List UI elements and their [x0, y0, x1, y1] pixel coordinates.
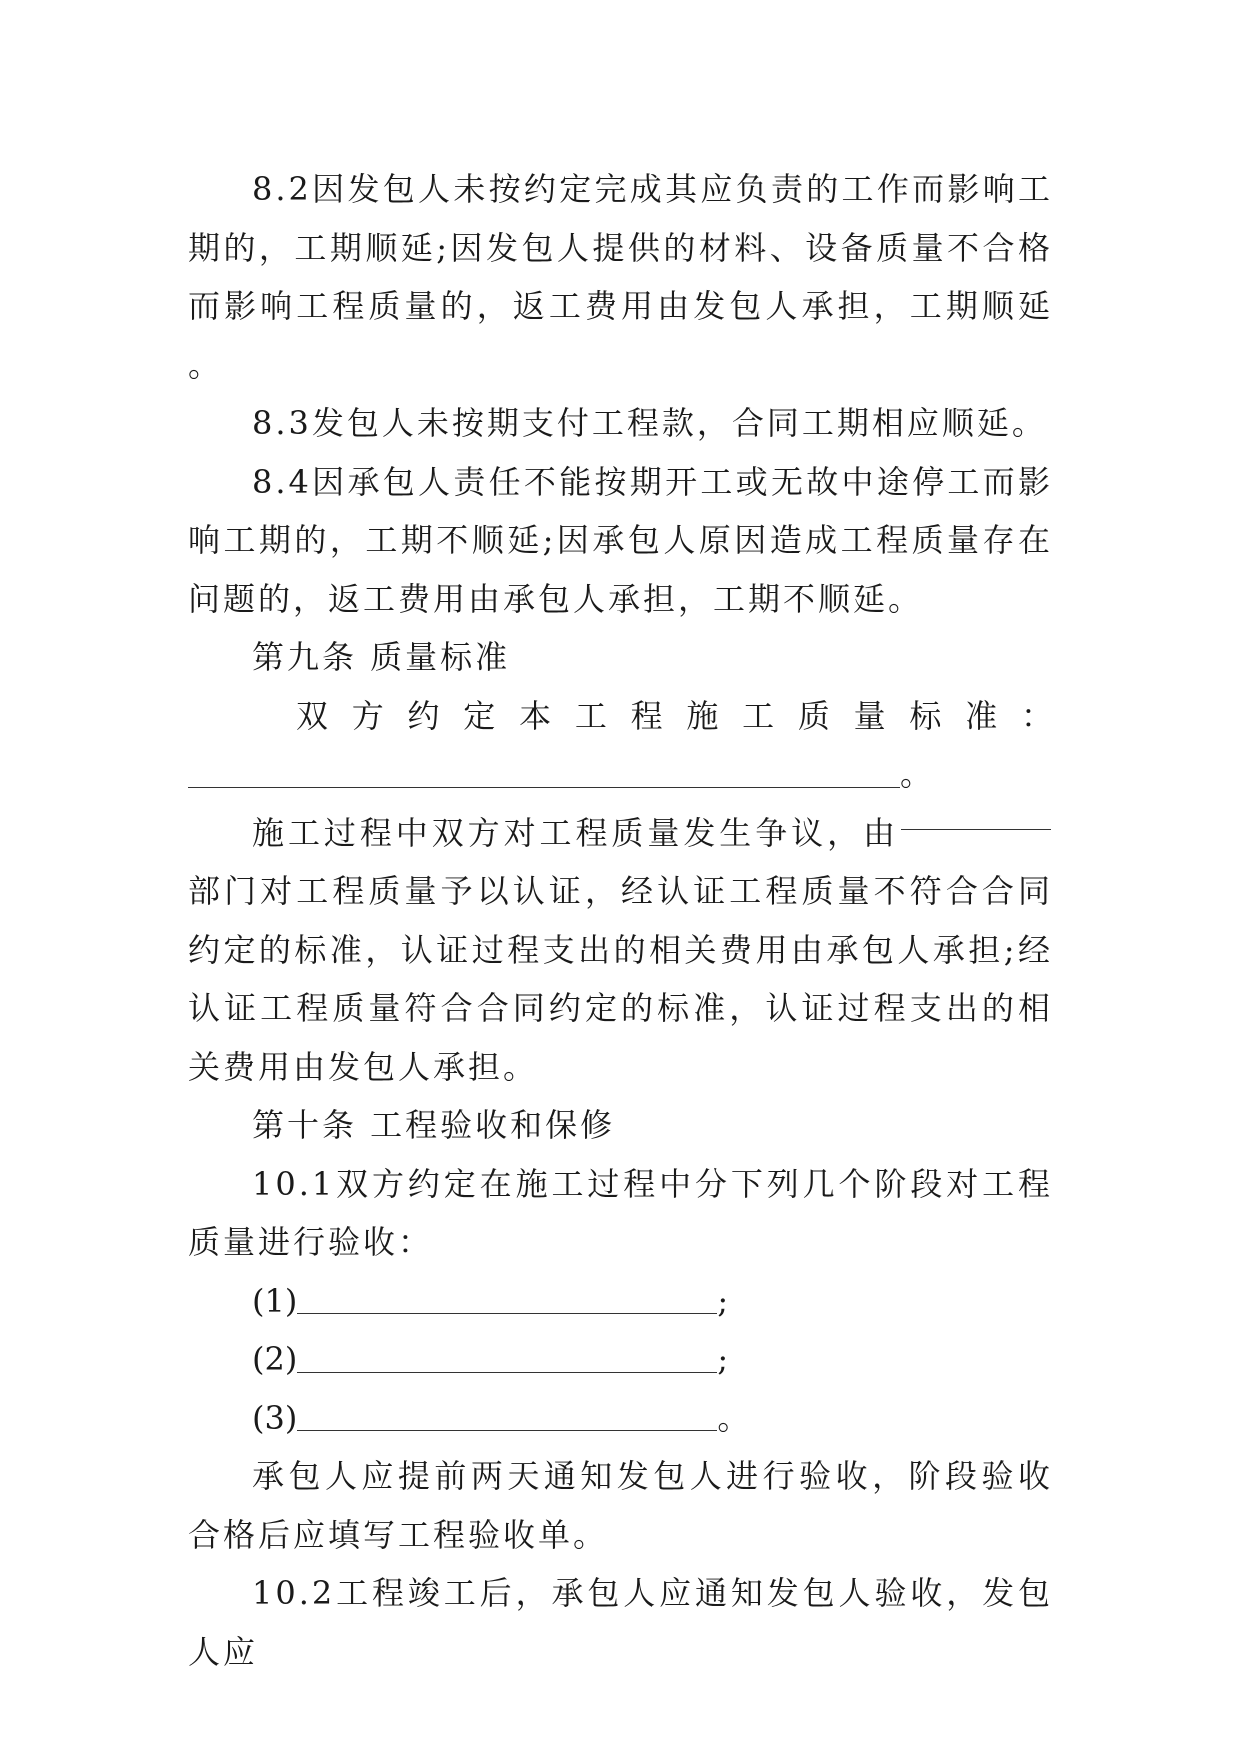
quality-standard-blank	[188, 745, 1053, 804]
fill-in-blank[interactable]	[297, 1372, 717, 1373]
acceptance-stage-item	[188, 1389, 1053, 1448]
item-label: (1)	[252, 1281, 298, 1320]
item-label: (2)	[252, 1340, 298, 1378]
department-blank[interactable]	[901, 829, 1051, 830]
acceptance-stage-item	[188, 1272, 1053, 1331]
quality-char: 本	[519, 696, 552, 735]
quality-standard-end: 。	[900, 755, 933, 793]
fill-in-blank[interactable]	[188, 787, 900, 788]
fill-in-blank[interactable]	[297, 1313, 717, 1314]
quality-char: ：	[1020, 696, 1053, 735]
quality-char: 工	[742, 696, 775, 735]
item-end: ;	[717, 1340, 729, 1378]
quality-char: 工	[574, 696, 607, 735]
dispute-text-before: 施工过程中双方对工程质量发生争议，由	[252, 813, 899, 852]
item-label: (3)	[252, 1398, 298, 1437]
quality-char: 质	[797, 696, 830, 735]
quality-char: 施	[686, 696, 719, 735]
article-10-heading: 第十条 工程验收和保修	[252, 1106, 616, 1144]
clause-10-2: 10.2工程竣工后，承包人应通知发包人验收，发包人应	[188, 1574, 1053, 1671]
notify-paragraph: 承包人应提前两天通知发包人进行验收，阶段验收合格后应填写工程验收单。	[188, 1457, 1053, 1554]
quality-standard-line	[188, 687, 1053, 746]
item-end: ;	[717, 1281, 729, 1320]
quality-char: 程	[630, 696, 663, 735]
clause-8-2: 8.2因发包人未按约定完成其应负责的工作而影响工期的，工期顺延;因发包人提供的材料、设备质量不合格而影响工程质量的，返工费用由发包人承担，工期顺延。	[188, 170, 1053, 384]
quality-char: 准	[965, 696, 998, 735]
clause-10-1: 10.1双方约定在施工过程中分下列几个阶段对工程质量进行验收：	[188, 1164, 1053, 1261]
acceptance-stage-item	[188, 1330, 1053, 1389]
item-end: 。	[717, 1398, 750, 1437]
article-9-heading: 第九条 质量标准	[252, 638, 511, 676]
clause-8-3: 8.3发包人未按期支付工程款，合同工期相应顺延。	[252, 404, 1047, 442]
quality-char: 量	[853, 696, 886, 735]
quality-char: 方	[351, 696, 384, 735]
quality-char: 标	[909, 696, 942, 735]
quality-char: 双	[296, 696, 329, 735]
dispute-paragraph	[188, 804, 1053, 1097]
dispute-text-after: 部门对工程质量予以认证，经认证工程质量不符合合同约定的标准，认证过程支出的相关费用由承包人承担;经认证工程质量符合合同约定的标准，认证过程支出的相关费用由发包人承担。	[188, 872, 1053, 1086]
quality-char: 约	[407, 696, 440, 735]
quality-char: 定	[463, 696, 496, 735]
fill-in-blank[interactable]	[297, 1430, 717, 1431]
clause-8-4: 8.4因承包人责任不能按期开工或无故中途停工而影响工期的，工期不顺延;因承包人原因造成工程质量存在问题的，返工费用由承包人承担，工期不顺延。	[188, 462, 1053, 618]
document-page	[188, 160, 1053, 1681]
